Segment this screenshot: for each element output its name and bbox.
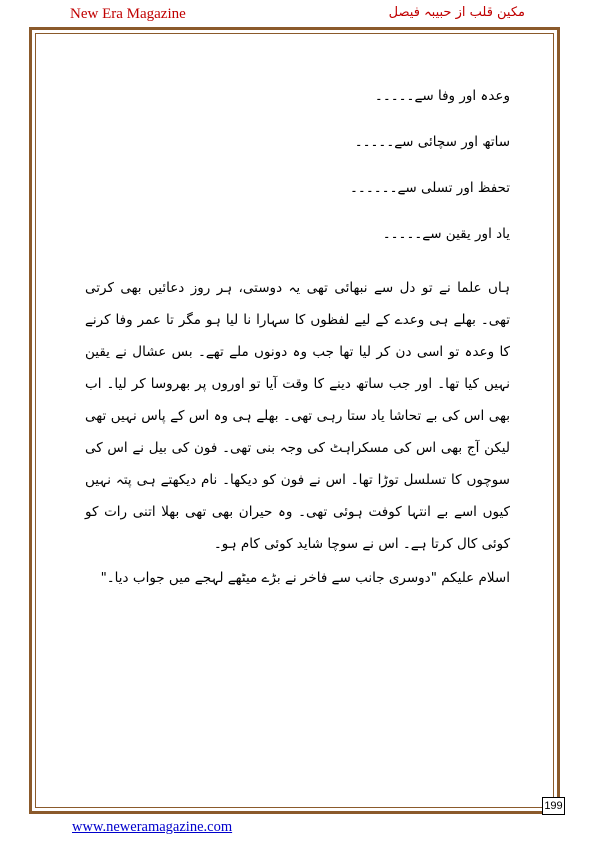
- verse-line: وعدہ اور وفا سے۔۔۔۔۔: [374, 88, 510, 104]
- page-number: 199: [542, 797, 565, 815]
- dialogue-paragraph: اسلام علیکم "دوسری جانب سے فاخر نے بڑے میٹھے لہجے میں جواب دیا۔": [100, 570, 510, 586]
- verse-line: ساتھ اور سچائی سے۔۔۔۔۔: [354, 134, 510, 150]
- website-link[interactable]: www.neweramagazine.com: [72, 819, 233, 835]
- verse-line: تحفظ اور تسلی سے۔۔۔۔۔۔: [350, 180, 510, 196]
- story-content: [85, 80, 510, 586]
- verse-line: یاد اور یقین سے۔۔۔۔۔: [382, 226, 510, 242]
- story-title: مکین قلب از حبیبہ فیصل: [388, 5, 525, 20]
- magazine-name: New Era Magazine: [70, 6, 186, 22]
- story-paragraph: ہاں علما نے تو دل سے نبھائی تھی یہ دوستی، ہر روز دعائیں بھی کرتی تھی۔ بھلے ہی وعدے کے لیے لفظوں کا سہارا نا لیا ہو مگر تا عمر وفا کرنے کا وعدہ تو اسی دن کر لیا تھا جب وہ دونوں ملے تھے۔ بس عشال نے یقین نہیں کیا تھا۔ اور جب ساتھ دینے کا وقت آیا تو اوروں پر بھروسا کر لیا۔ اب بھی اس کی بے تحاشا یاد ستا رہی تھی۔ بھلے ہی وہ اس کے پاس نہیں تھی لیکن آج بھی اس کی مسکراہٹ کی وجہ بنی تھی۔ فون کی بیل نے اس کی سوچوں کا تسلسل توڑا تھا۔ اس نے فون کو دیکھا۔ نام دیکھتے ہی پتہ نہیں کیوں اسے بے انتہا کوفت ہوئی تھی۔ وہ حیران بھی تھی بھلا اتنی رات کو کوئی کال کرتا ہے۔ اس نے سوچا شاید کوئی کام ہو۔: [85, 280, 510, 552]
